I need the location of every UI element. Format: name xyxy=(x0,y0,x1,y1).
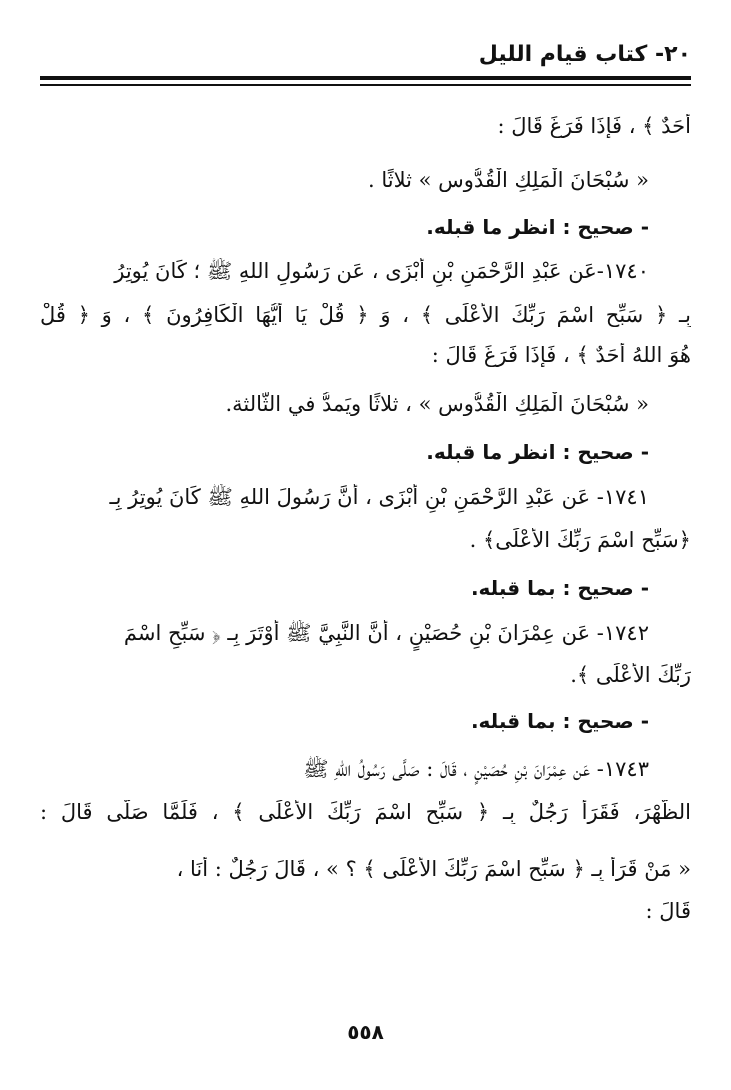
page-header: ٢٠- كتاب قيام الليل xyxy=(478,42,691,67)
header-rule-thick xyxy=(40,76,691,80)
text-line: بِـ ﴿ سَبِّحِ اسْمَ رَبِّكَ الأَعْلَى ﴾ ، وَ ﴿ قُلْ يَا أَيُّهَا الْكَافِرُونَ ﴾ ، وَ ﴿ قُلْ xyxy=(40,303,691,327)
grading-line: - صحيح : بما قبله. xyxy=(470,576,649,600)
text-line: « مَنْ قَرَأَ بِـ ﴿ سَبِّحِ اسْمَ رَبِّكَ الأَعْلَى ﴾ ؟ » ، قَالَ رَجُلٌ : أَنَا ، xyxy=(176,857,691,881)
text-line: أَحَدٌ ﴾ ، فَإِذَا فَرَغَ قَالَ : xyxy=(497,114,691,138)
grading-line: - صحيح : انظر ما قبله. xyxy=(426,440,649,464)
text-line: الظُّهْرَ، فَقَرَأَ رَجُلٌ بِـ ﴿ سَبِّحِ اسْمَ رَبِّكَ الأَعْلَى ﴾ ، فَلَمَّا صَلَّى قَالَ : xyxy=(40,800,691,824)
grading-line: - صحيح : انظر ما قبله. xyxy=(426,215,649,239)
hadith-1743-line: ١٧٤٣- عَن عِمْرَانَ بْنِ حُصَيْنٍ ، قَالَ : صَلَّى رَسُولُ اللهِ ﷺ xyxy=(303,757,649,781)
text-line: ﴿سَبِّحِ اسْمَ رَبِّكَ الأَعْلَى﴾ . xyxy=(469,528,691,552)
text-line: هُوَ اللهُ أَحَدٌ ﴾ ، فَإِذَا فَرَغَ قَالَ : xyxy=(431,343,691,367)
header-rule-thin xyxy=(40,84,691,86)
hadith-1740-line: ١٧٤٠-عَن عَبْدِ الرَّحْمَنِ بْنِ أَبْزَى ، عَن رَسُولِ اللهِ ﷺ ؛ كَانَ يُوتِرُ xyxy=(114,259,649,283)
text-line: قَالَ : xyxy=(645,899,691,923)
text-line: « سُبْحَانَ الْمَلِكِ الْقُدُّوسِ » ثلاثًا . xyxy=(367,168,649,192)
grading-line: - صحيح : بما قبله. xyxy=(470,709,649,733)
hadith-1742-line: ١٧٤٢- عَن عِمْرَانَ بْنِ حُصَيْنٍ ، أَنَّ النَّبِيَّ ﷺ أَوْتَرَ بِـ ﴿ سَبِّحِ اسْمَ xyxy=(123,621,649,645)
hadith-1741-line: ١٧٤١- عَن عَبْدِ الرَّحْمَنِ بْنِ أَبْزَى ، أَنَّ رَسُولَ اللهِ ﷺ كَانَ يُوتِرُ بِـ xyxy=(109,485,649,509)
page-number: ٥٥٨ xyxy=(347,1020,384,1044)
text-line: « سُبْحَانَ الْمَلِكِ الْقُدُّوسِ » ، ثلاثًا ويَمدُّ في الثَّالثة. xyxy=(225,392,649,416)
text-line: رَبِّكَ الأَعْلَى ﴾. xyxy=(570,663,691,687)
